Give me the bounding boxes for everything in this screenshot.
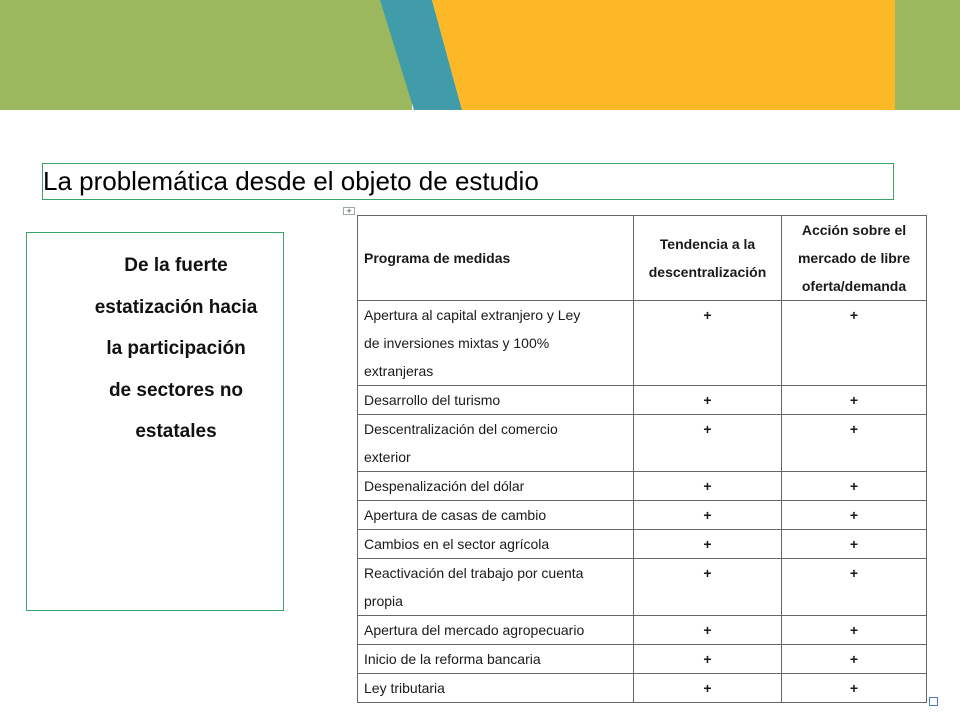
measures-table: [357, 215, 927, 703]
cell-trend: +: [634, 530, 782, 559]
cell-trend: +: [634, 386, 782, 415]
header-program: Programa de medidas: [358, 216, 634, 301]
table-row: [358, 386, 927, 415]
cell-action: +: [782, 472, 927, 501]
table-header-row: [358, 216, 927, 301]
table-row: [358, 674, 927, 703]
side-note-line: estatales: [135, 421, 217, 442]
cell-action: +: [782, 501, 927, 530]
cell-program-line: Inicio de la reforma bancaria: [364, 651, 541, 667]
slide-title: La problemática desde el objeto de estudio: [42, 163, 894, 200]
cell-trend: +: [634, 501, 782, 530]
cell-program: [358, 472, 634, 501]
cell-program-line: Apertura del mercado agropecuario: [364, 622, 585, 638]
cell-program-line: extranjeras: [364, 363, 434, 379]
cell-program: [358, 386, 634, 415]
header-action-line: mercado de libre: [797, 250, 911, 266]
cell-program-line: Desarrollo del turismo: [364, 392, 501, 408]
cell-program-line: Reactivación del trabajo por cuenta: [364, 565, 584, 581]
cell-trend: +: [634, 301, 782, 386]
cell-action: +: [782, 616, 927, 645]
cell-trend: +: [634, 415, 782, 472]
banner-yellow-band: [432, 0, 895, 110]
cell-program: [358, 530, 634, 559]
banner-green-right-band: [895, 0, 960, 110]
cell-trend: +: [634, 645, 782, 674]
cell-program-line: Ley tributaria: [364, 680, 445, 696]
table-row: [358, 530, 927, 559]
side-note-box: [26, 232, 284, 611]
cell-program: [358, 559, 634, 616]
header-trend: [634, 216, 782, 301]
cell-action: +: [782, 530, 927, 559]
cell-program-line: propia: [364, 593, 403, 609]
cell-program: [358, 616, 634, 645]
header-action: [782, 216, 927, 301]
table-row: [358, 501, 927, 530]
side-note-line: estatización hacia: [94, 296, 258, 318]
cell-action: +: [782, 559, 927, 616]
cell-program: [358, 674, 634, 703]
top-banner: [0, 0, 960, 110]
cell-program: [358, 415, 634, 472]
cell-program: [358, 301, 634, 386]
table-move-handle-icon[interactable]: +: [343, 207, 355, 215]
cell-program-line: Descentralización del comercio: [364, 421, 558, 437]
side-note-line: de sectores no: [108, 379, 244, 401]
cell-action: +: [782, 674, 927, 703]
header-trend-line: Tendencia a la: [659, 236, 756, 252]
cell-action: +: [782, 386, 927, 415]
banner-green-band: [0, 0, 412, 110]
cell-trend: +: [634, 559, 782, 616]
table-row: [358, 472, 927, 501]
side-note-line: la participación: [106, 338, 246, 359]
table-row: [358, 616, 927, 645]
cell-action: +: [782, 301, 927, 386]
header-trend-line: descentralización: [648, 264, 767, 280]
cell-action: +: [782, 415, 927, 472]
header-action-line: oferta/demanda: [801, 278, 907, 294]
cell-program-line: Cambios en el sector agrícola: [364, 536, 550, 552]
cell-program-line: exterior: [364, 449, 411, 465]
table-row: [358, 415, 927, 472]
cell-program: [358, 645, 634, 674]
cell-program: [358, 501, 634, 530]
header-action-line: Acción sobre el: [801, 222, 907, 238]
cell-trend: +: [634, 674, 782, 703]
cell-program-line: Apertura al capital extranjero y Ley: [364, 307, 581, 323]
cell-program-line: de inversiones mixtas y 100%: [364, 335, 550, 351]
cell-program-line: Despenalización del dólar: [364, 478, 525, 494]
table-row: [358, 301, 927, 386]
resize-handle-icon[interactable]: [929, 697, 938, 706]
table-row: [358, 559, 927, 616]
cell-action: +: [782, 645, 927, 674]
side-note-line: De la fuerte: [124, 255, 228, 276]
table-row: [358, 645, 927, 674]
cell-program-line: Apertura de casas de cambio: [364, 507, 547, 523]
cell-trend: +: [634, 616, 782, 645]
cell-trend: +: [634, 472, 782, 501]
